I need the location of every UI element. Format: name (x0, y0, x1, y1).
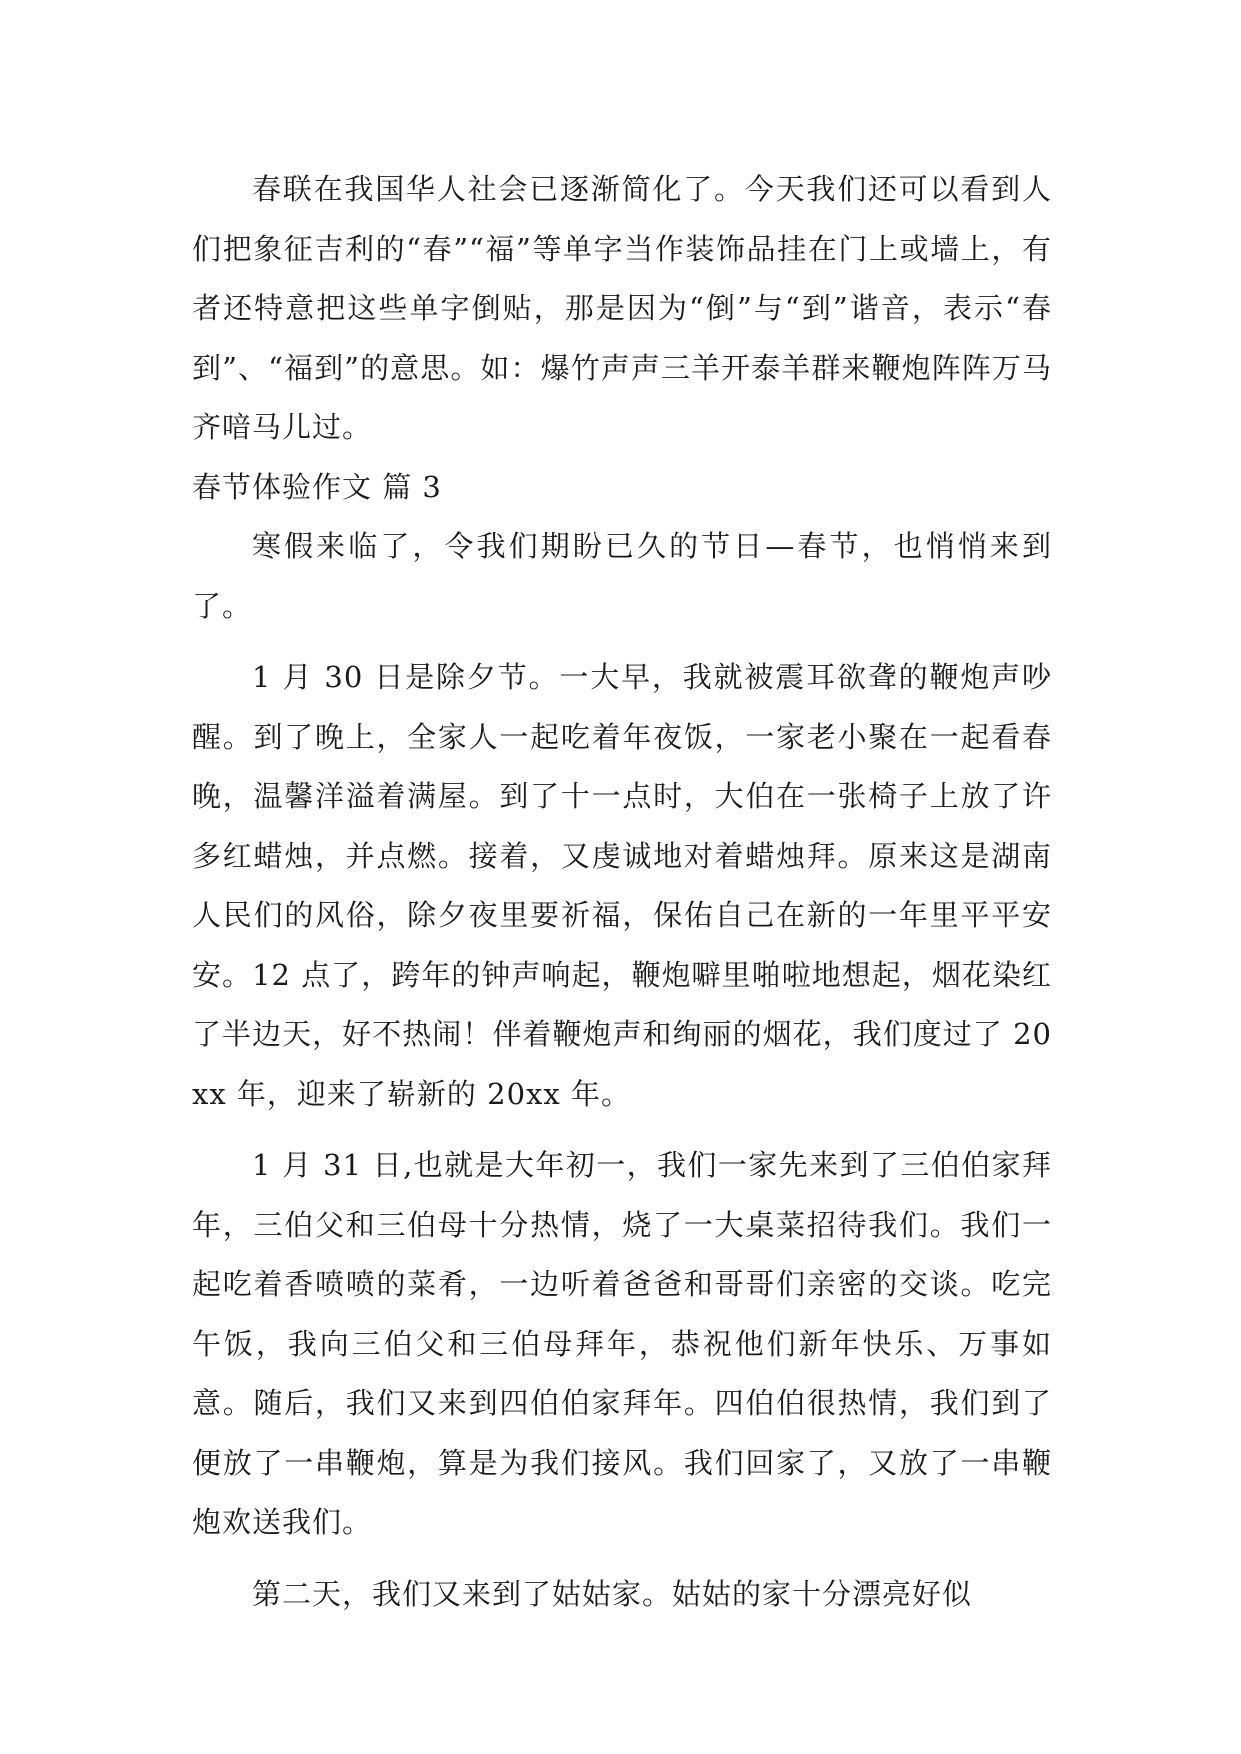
paragraph-2: 1 月 30 日是除夕节。一大早，我就被震耳欲聋的鞭炮声吵醒。到了晚上，全家人一起吃着年夜饭，一家老小聚在一起看春晚，温馨洋溢着满屋。到了十一点时，大伯在一张椅子上放了许多红蜡烛，并点燃。接着，又虔诚地对着蜡烛拜。原来这是湖南人民们的风俗，除夕夜里要祈福，保佑自己在新的一年里平平安安。12 点了，跨年的钟声响起，鞭炮噼里啪啦地想起，烟花染红了半边天，好不热闹！伴着鞭炮声和绚丽的烟花，我们度过了 20xx 年，迎来了崭新的 20xx 年。 (192, 660, 1052, 1111)
paragraph-3: 1 月 31 日,也就是大年初一，我们一家先来到了三伯伯家拜年，三伯父和三伯母十分热情，烧了一大桌菜招待我们。我们一起吃着香喷喷的菜肴，一边听着爸爸和哥哥们亲密的交谈。吃完午饭，我向三伯父和三伯母拜年，恭祝他们新年快乐、万事如意。随后，我们又来到四伯伯家拜年。四伯伯很热情，我们到了便放了一串鞭炮，算是为我们接风。我们回家了，又放了一串鞭炮欢送我们。 (192, 1148, 1052, 1539)
paragraph-spacer (192, 1124, 1052, 1136)
section-title: 春节体验作文 篇 3 (192, 469, 442, 504)
paragraph-1: 寒假来临了，令我们期盼已久的节日—春节，也悄悄来到了。 (192, 529, 1052, 623)
paragraph-4: 第二天，我们又来到了姑姑家。姑姑的家十分漂亮好似 (252, 1576, 973, 1611)
paragraph-spacer (192, 636, 1052, 648)
paragraph-spacer (192, 1553, 1052, 1565)
document-page (192, 160, 1052, 1624)
intro-paragraph: 春联在我国华人社会已逐渐简化了。今天我们还可以看到人们把象征吉利的“春”“福”等单字当作装饰品挂在门上或墙上，有者还特意把这些单字倒贴，那是因为“倒”与“到”谐音，表示“春到”、“福到”的意思。如：爆竹声声三羊开泰羊群来鞭炮阵阵万马齐喑马儿过。 (192, 172, 1052, 444)
